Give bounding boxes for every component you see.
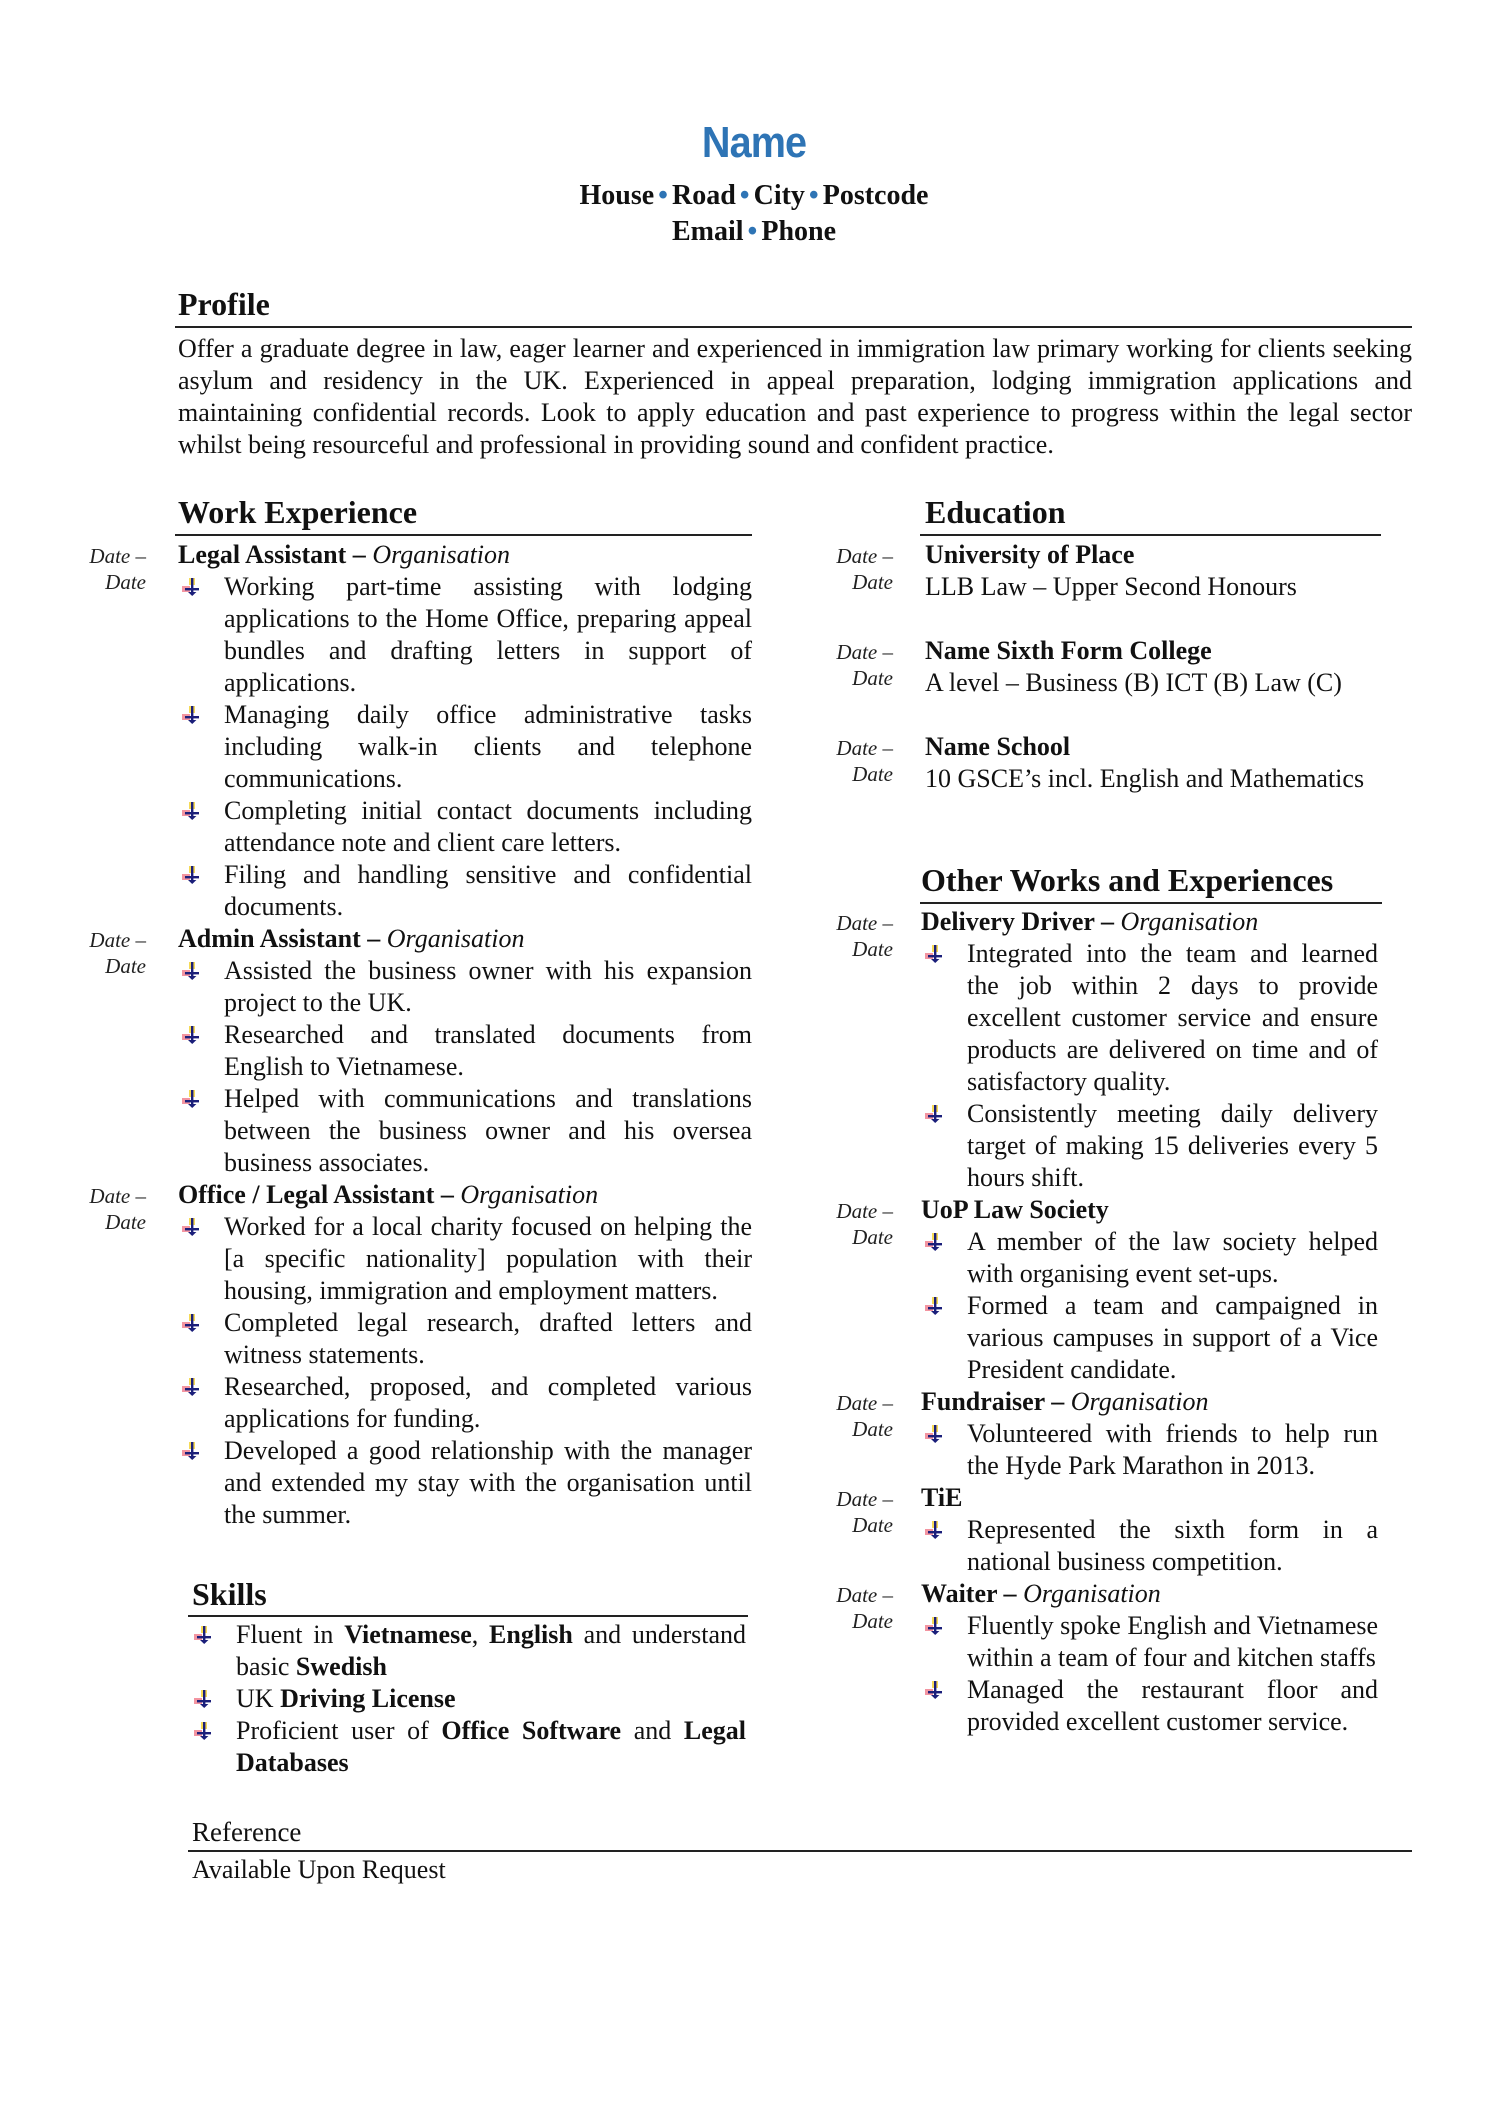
arrow-down-bullet-icon <box>182 1377 202 1397</box>
other-experience-divider <box>920 902 1382 904</box>
bullet-list <box>921 938 1378 1194</box>
date-end: Date <box>852 1225 893 1249</box>
job-organisation: Organisation <box>460 1180 599 1209</box>
arrow-down-bullet-icon <box>182 705 202 725</box>
date-start: Date – <box>836 1487 893 1511</box>
address-house: House <box>579 180 655 211</box>
date-end: Date <box>105 954 146 978</box>
work-experience-heading: Work Experience <box>178 494 418 530</box>
job-organisation: Organisation <box>372 540 511 569</box>
profile-divider <box>175 326 1412 328</box>
bullet-text: Working part-time assisting with lodging applications to the Home Office, preparing appeal bundles and drafting letters in support of applications. <box>224 572 752 697</box>
bullet-list <box>921 1610 1378 1738</box>
contact-phone: Phone <box>761 216 837 247</box>
date-range <box>66 543 146 595</box>
date-range <box>66 927 146 979</box>
arrow-down-bullet-icon <box>182 865 202 885</box>
date-start: Date – <box>836 1583 893 1607</box>
bullet-text: Completing initial contact documents including attendance note and client care letters. <box>224 796 752 857</box>
date-end: Date <box>852 1609 893 1633</box>
date-start: Date – <box>836 1391 893 1415</box>
skill-text: Fluent in Vietnamese, English and understand basic Swedish <box>236 1620 747 1681</box>
arrow-down-bullet-icon <box>925 944 945 964</box>
qualification-detail: LLB Law – Upper Second Honours <box>925 572 1297 601</box>
bullet-text: Volunteered with friends to help run the Hyde Park Marathon in 2013. <box>967 1419 1378 1480</box>
job-organisation: Organisation <box>1070 1387 1209 1416</box>
job-title <box>178 539 752 571</box>
arrow-down-bullet-icon <box>182 961 202 981</box>
bullet-text: Filing and handling sensitive and confidential documents. <box>224 860 752 921</box>
separator-dot: • <box>739 180 750 211</box>
bullet-item <box>178 859 752 923</box>
bullet-item <box>921 1514 1378 1578</box>
education-entry <box>836 635 1378 699</box>
bullet-text: Managing daily office administrative tasks including walk-in clients and telephone communications. <box>224 700 752 793</box>
other-experience-heading: Other Works and Experiences <box>921 862 1334 898</box>
bullet-item <box>178 699 752 795</box>
profile-text: Offer a graduate degree in law, eager learner and experienced in immigration law primary working for clients seeking asylum and residency in the UK. Experienced in appeal preparation, lodging immigration applications and maintaining confidential records. Look to apply education and past experience to progress within the legal sector whilst being resourceful and professional in providing sound and confident practice. <box>178 334 1412 459</box>
bullet-text: Represented the sixth form in a national business competition. <box>967 1515 1378 1576</box>
date-range <box>66 1183 146 1235</box>
skills-heading: Skills <box>192 1576 267 1612</box>
job-organisation: Organisation <box>386 924 525 953</box>
bullet-text: Integrated into the team and learned the job within 2 days to provide excellent customer service and ensure products are delivered on time and of satisfactory quality. <box>967 939 1378 1096</box>
date-range <box>813 1582 893 1634</box>
skill-highlight: Legal Databases <box>236 1716 746 1777</box>
bullet-item <box>921 938 1378 1098</box>
arrow-down-bullet-icon <box>182 577 202 597</box>
arrow-down-bullet-icon <box>194 1721 214 1741</box>
work-experience-divider <box>175 534 752 536</box>
skill-item <box>190 1683 746 1715</box>
date-start: Date – <box>89 1184 146 1208</box>
address-postcode: Postcode <box>822 180 929 211</box>
job-title <box>178 1179 752 1211</box>
qualification-detail: 10 GSCE’s incl. English and Mathematics <box>925 764 1365 793</box>
bullet-item <box>921 1674 1378 1738</box>
arrow-down-bullet-icon <box>925 1616 945 1636</box>
bullet-text: Managed the restaurant floor and provided excellent customer service. <box>967 1675 1378 1736</box>
education-list <box>836 539 1378 795</box>
education-entry <box>836 539 1378 603</box>
arrow-down-bullet-icon <box>925 1520 945 1540</box>
bullet-item <box>178 1211 752 1307</box>
skill-highlight: Office Software <box>441 1716 622 1745</box>
arrow-down-bullet-icon <box>925 1424 945 1444</box>
bullet-list <box>178 1211 752 1531</box>
date-end: Date <box>852 1513 893 1537</box>
job-role: UoP Law Society <box>921 1195 1109 1224</box>
education-divider <box>920 534 1381 536</box>
institution-name: Name School <box>925 732 1071 761</box>
date-start: Date – <box>836 544 893 568</box>
date-range <box>813 543 893 595</box>
bullet-text: Fluently spoke English and Vietnamese within a team of four and kitchen staffs <box>967 1611 1379 1672</box>
bullet-item <box>178 795 752 859</box>
bullet-text: Researched, proposed, and completed various applications for funding. <box>224 1372 752 1433</box>
arrow-down-bullet-icon <box>925 1232 945 1252</box>
bullet-item <box>178 1307 752 1371</box>
job-organisation: Organisation <box>1023 1579 1161 1608</box>
skill-highlight: Swedish <box>295 1652 387 1681</box>
contact-email: Email <box>671 216 744 247</box>
education-entry <box>836 731 1378 795</box>
bullet-list <box>921 1418 1378 1482</box>
skill-text: Proficient user of Office Software and Legal Databases <box>236 1716 746 1777</box>
date-end: Date <box>852 762 893 786</box>
arrow-down-bullet-icon <box>182 801 202 821</box>
bullet-list <box>178 955 752 1179</box>
arrow-down-bullet-icon <box>925 1680 945 1700</box>
arrow-down-bullet-icon <box>182 1313 202 1333</box>
job-role: Office / Legal Assistant – <box>178 1180 454 1209</box>
contact-line <box>0 216 1500 248</box>
skill-item <box>190 1619 746 1683</box>
experience-entry <box>89 1179 752 1531</box>
experience-entry <box>836 1578 1379 1738</box>
reference-text: Available Upon Request <box>192 1855 446 1884</box>
separator-dot: • <box>808 180 819 211</box>
date-range <box>813 1198 893 1250</box>
date-end: Date <box>852 666 893 690</box>
date-start: Date – <box>89 928 146 952</box>
date-start: Date – <box>836 736 893 760</box>
experience-entry <box>836 1386 1378 1482</box>
date-range <box>813 1390 893 1442</box>
experience-entry <box>836 906 1378 1194</box>
activity-title <box>921 1482 1378 1514</box>
bullet-list <box>921 1226 1378 1386</box>
job-organisation: Organisation <box>1120 907 1259 936</box>
job-title <box>178 923 752 955</box>
skill-highlight: Vietnamese <box>344 1620 472 1649</box>
address-line <box>0 180 1500 212</box>
separator-dot: • <box>658 180 668 211</box>
date-range <box>813 1486 893 1538</box>
date-range <box>813 910 893 962</box>
bullet-item <box>178 1019 752 1083</box>
date-range <box>813 639 893 691</box>
arrow-down-bullet-icon <box>182 1441 202 1461</box>
date-end: Date <box>852 570 893 594</box>
job-role: TiE <box>921 1483 963 1512</box>
date-end: Date <box>105 570 146 594</box>
arrow-down-bullet-icon <box>182 1025 202 1045</box>
profile-heading: Profile <box>178 286 270 322</box>
job-role: Waiter – <box>921 1579 1017 1608</box>
date-start: Date – <box>89 544 146 568</box>
bullet-item <box>921 1290 1378 1386</box>
bullet-list <box>178 571 752 923</box>
bullet-text: Completed legal research, drafted letters and witness statements. <box>224 1308 752 1369</box>
bullet-item <box>178 1435 752 1531</box>
job-role: Legal Assistant – <box>178 540 366 569</box>
activity-title <box>921 1386 1378 1418</box>
skills-list <box>190 1619 746 1779</box>
bullet-list <box>921 1514 1378 1578</box>
bullet-item <box>178 1083 752 1179</box>
skill-highlight: Driving License <box>280 1684 456 1713</box>
institution-name: Name Sixth Form College <box>925 636 1212 665</box>
activity-title <box>921 906 1378 938</box>
job-role: Delivery Driver – <box>921 907 1114 936</box>
date-end: Date <box>852 937 893 961</box>
arrow-down-bullet-icon <box>182 1089 202 1109</box>
bullet-item <box>178 1371 752 1435</box>
experience-entry <box>836 1482 1378 1578</box>
skill-text: UK Driving License <box>236 1684 456 1713</box>
reference-divider <box>188 1850 1412 1852</box>
bullet-item <box>178 571 752 699</box>
arrow-down-bullet-icon <box>182 1217 202 1237</box>
arrow-down-bullet-icon <box>194 1689 214 1709</box>
bullet-item <box>178 955 752 1019</box>
skills-bullets <box>190 1619 746 1779</box>
date-start: Date – <box>836 911 893 935</box>
bullet-text: Developed a good relationship with the manager and extended my stay with the organisation until the summer. <box>224 1436 752 1529</box>
experience-entry <box>836 1194 1378 1386</box>
bullet-item <box>921 1610 1378 1674</box>
activity-title <box>921 1578 1378 1610</box>
arrow-down-bullet-icon <box>925 1104 945 1124</box>
bullet-item <box>921 1226 1378 1290</box>
date-end: Date <box>105 1210 146 1234</box>
date-end: Date <box>852 1417 893 1441</box>
activity-title <box>921 1194 1378 1226</box>
bullet-text: Assisted the business owner with his expansion project to the UK. <box>224 956 752 1017</box>
date-range <box>813 735 893 787</box>
skill-highlight: English <box>489 1620 573 1649</box>
date-start: Date – <box>836 1199 893 1223</box>
bullet-text: Worked for a local charity focused on helping the [a specific nationality] population with their housing, immigration and employment matters. <box>224 1212 752 1305</box>
skills-divider <box>188 1615 748 1617</box>
separator-dot: • <box>747 216 758 247</box>
bullet-text: Consistently meeting daily delivery target of making 15 deliveries every 5 hours shift. <box>967 1099 1378 1192</box>
work-experience-list <box>89 539 752 1531</box>
other-experience-list <box>836 906 1379 1738</box>
job-role: Fundraiser – <box>921 1387 1065 1416</box>
arrow-down-bullet-icon <box>925 1296 945 1316</box>
qualification-detail: A level – Business (B) ICT (B) Law (C) <box>925 668 1342 697</box>
bullet-item <box>921 1098 1378 1194</box>
education-heading: Education <box>925 494 1066 530</box>
address-road: Road <box>671 180 736 211</box>
arrow-down-bullet-icon <box>194 1625 214 1645</box>
experience-entry <box>89 539 752 923</box>
institution-name: University of Place <box>925 540 1135 569</box>
reference-heading: Reference <box>192 1817 302 1847</box>
bullet-text: Helped with communications and translations between the business owner and his oversea business associates. <box>224 1084 752 1177</box>
experience-entry <box>89 923 752 1179</box>
date-start: Date – <box>836 640 893 664</box>
bullet-text: A member of the law society helped with organising event set-ups. <box>967 1227 1378 1288</box>
bullet-text: Formed a team and campaigned in various campuses in support of a Vice President candidate. <box>967 1291 1378 1384</box>
address-city: City <box>753 180 805 211</box>
bullet-text: Researched and translated documents from English to Vietnamese. <box>224 1020 752 1081</box>
job-role: Admin Assistant – <box>178 924 381 953</box>
candidate-name: Name <box>701 118 807 167</box>
skill-item <box>190 1715 746 1779</box>
bullet-item <box>921 1418 1378 1482</box>
